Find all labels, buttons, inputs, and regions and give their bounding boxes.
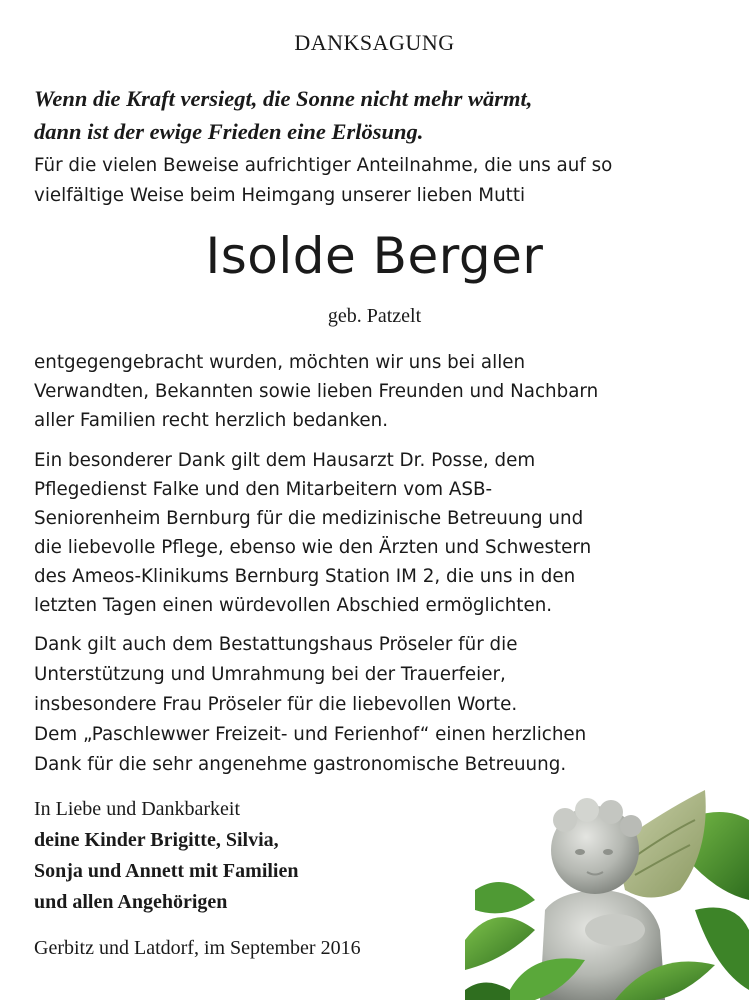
paragraph-line: Seniorenheim Bernburg für die medizinische Betreuung und bbox=[34, 508, 584, 529]
paragraph-line: des Ameos-Klinikums Bernburg Station IM 2, die uns in den bbox=[34, 566, 576, 587]
paragraph-line: Dank gilt auch dem Bestattungshaus Pröseler für die bbox=[34, 634, 518, 655]
paragraph-line: Dank für die sehr angenehme gastronomische Betreuung. bbox=[34, 754, 567, 775]
paragraph-line: entgegengebracht wurden, möchten wir uns bei allen bbox=[34, 352, 526, 373]
intro-line: vielfältige Weise beim Heimgang unserer lieben Mutti bbox=[34, 185, 526, 206]
closing-line: In Liebe und Dankbarkeit bbox=[34, 798, 241, 820]
motto-line: dann ist der ewige Frieden eine Erlösung. bbox=[34, 119, 424, 144]
notice-heading: DANKSAGUNG bbox=[294, 30, 455, 55]
angel-statue-image bbox=[465, 790, 749, 1000]
paragraph-line: Ein besonderer Dank gilt dem Hausarzt Dr. Posse, dem bbox=[34, 450, 536, 471]
paragraph-line: letzten Tagen einen würdevollen Abschied ermöglichten. bbox=[34, 595, 553, 616]
signatory-line: deine Kinder Brigitte, Silvia, bbox=[34, 829, 279, 851]
signatory-line: und allen Angehörigen bbox=[34, 891, 228, 913]
signatory-line: Sonja und Annett mit Familien bbox=[34, 860, 299, 882]
paragraph-line: die liebevolle Pflege, ebenso wie den Ärzten und Schwestern bbox=[34, 537, 592, 558]
intro-line: Für die vielen Beweise aufrichtiger Anteilnahme, die uns auf so bbox=[34, 155, 613, 176]
deceased-name: Isolde Berger bbox=[205, 227, 544, 285]
paragraph-line: aller Familien recht herzlich bedanken. bbox=[34, 410, 389, 431]
motto-quote bbox=[34, 82, 724, 148]
place-and-date: Gerbitz und Latdorf, im September 2016 bbox=[34, 937, 361, 959]
paragraph-line: Verwandten, Bekannten sowie lieben Freunden und Nachbarn bbox=[34, 381, 599, 402]
motto-line: Wenn die Kraft versiegt, die Sonne nicht mehr wärmt, bbox=[34, 86, 533, 111]
paragraph-line: Unterstützung und Umrahmung bei der Trauerfeier, bbox=[34, 664, 506, 685]
birth-name: geb. Patzelt bbox=[327, 305, 422, 327]
paragraph-line: Dem „Paschlewwer Freizeit- und Ferienhof“ einen herzlichen bbox=[34, 724, 587, 745]
paragraph-line: Pflegedienst Falke und den Mitarbeitern vom ASB- bbox=[34, 479, 493, 500]
paragraph-line: insbesondere Frau Pröseler für die liebevollen Worte. bbox=[34, 694, 518, 715]
